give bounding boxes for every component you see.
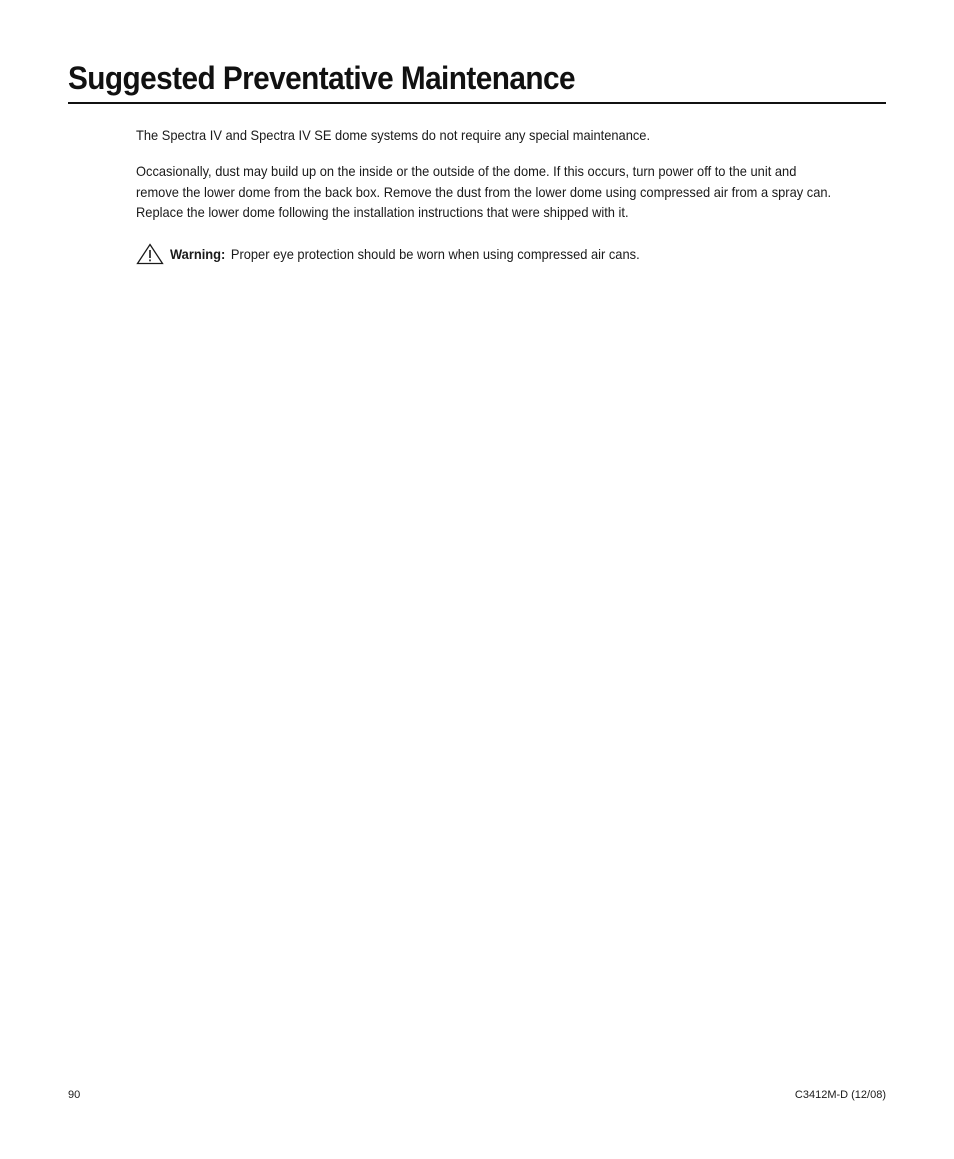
maintenance-paragraph-1: The Spectra IV and Spectra IV SE dome systems do not require any special maintenance.	[136, 127, 651, 143]
warning-text: Proper eye protection should be worn when using compressed air cans.	[230, 246, 640, 262]
maintenance-paragraph-2: Occasionally, dust may build up on the inside or the outside of the dome. If this occurs, turn power off to the unit and remove the lower dome from the back box. Remove the dust from the lower dome using compressed air from a spray can. Replace the lower dome following the installation instructions that were shipped with it.	[136, 163, 832, 220]
page-number: 90	[68, 1089, 81, 1101]
warning-notice	[136, 242, 681, 266]
page-title: Suggested Preventative Maintenance	[68, 60, 575, 96]
warning-label: Warning:	[170, 246, 226, 262]
document-code: C3412M-D (12/08)	[794, 1089, 886, 1101]
title-divider	[68, 102, 886, 104]
warning-message	[170, 244, 640, 264]
warning-triangle-icon	[136, 243, 164, 265]
